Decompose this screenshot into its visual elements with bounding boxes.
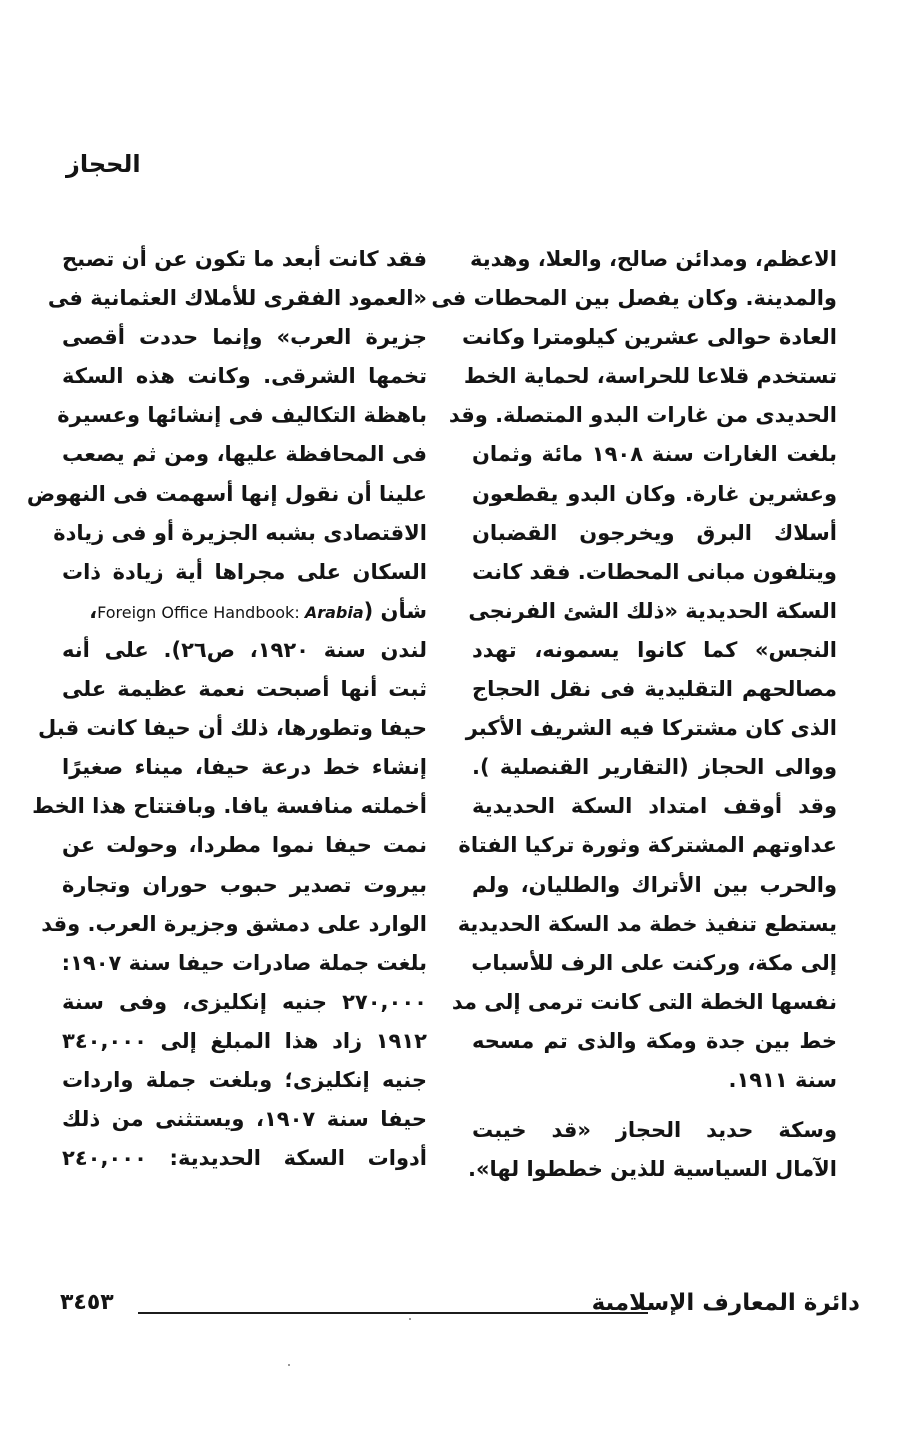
- text-line: حيفا سنة ١٩٠٧، ويستثنى من ذلك: [62, 1107, 427, 1132]
- text-line: ثبت أنها أصبحت نعمة عظيمة على: [62, 677, 427, 702]
- text-line: تخمها الشرقى. وكانت هذه السكة: [62, 364, 427, 389]
- citation-comma: ،: [89, 598, 98, 623]
- text-line: حيفا وتطورها، ذلك أن حيفا كانت قبل: [38, 716, 427, 741]
- text-line: إنشاء خط درعة حيفا، ميناء صغيرًا: [62, 755, 427, 780]
- text-line: أخملته منافسة يافا. وبافتتاح هذا الخط: [32, 794, 427, 819]
- text-line: العادة حوالى عشرين كيلومترا وكانت: [461, 325, 837, 350]
- text-line: نمت حيفا نموا مطردا، وحولت عن: [62, 833, 427, 858]
- text-line: علينا أن نقول إنها أسهمت فى النهوض: [26, 481, 427, 506]
- text-line: وسكة حديد الحجاز «قد خيبت: [472, 1118, 837, 1143]
- text-line: «العمود الفقرى للأملاك العثمانية فى: [47, 286, 427, 311]
- text-line: لندن سنة ١٩٢٠، ص٢٦). على أنه: [62, 637, 428, 662]
- citation-italic: Arabia: [304, 602, 364, 622]
- text-line: وعشرين غارة. وكان البدو يقطعون: [472, 481, 837, 506]
- left-column: [26, 240, 428, 1178]
- text-line: بيروت تصدير حبوب حوران وتجارة: [62, 872, 427, 897]
- text-line: يستطع تنفيذ خطة مد السكة الحديدية: [457, 911, 837, 936]
- text-line: خط بين جدة ومكة والذى تم مسحه: [472, 1028, 837, 1053]
- text-line: ١٩١٢ زاد هذا المبلغ إلى ٣٤٠,٠٠٠: [62, 1028, 427, 1053]
- text-line: فقد كانت أبعد ما تكون عن أن تصبح: [62, 247, 427, 271]
- paragraph-gap: [472, 1100, 837, 1111]
- paragraph: [431, 240, 837, 1100]
- text-line: بلغت جملة صادرات حيفا سنة ١٩٠٧:: [61, 950, 427, 975]
- text-line: الوارد على دمشق وجزيرة العرب. وقد: [41, 911, 427, 936]
- paragraph: [467, 1111, 837, 1189]
- text-line: أسلاك البرق ويخرجون القضبان: [472, 520, 837, 545]
- text-line: جزيرة العرب» وإنما حددت أقصى: [62, 325, 427, 350]
- page-footer: [60, 1290, 860, 1330]
- scan-speck: [409, 1318, 411, 1320]
- text-line: سنة ١٩١١.: [728, 1067, 837, 1092]
- page-number: ٣٤٥٣: [60, 1290, 114, 1315]
- text-line: الاقتصادى بشبه الجزيرة أو فى زيادة: [53, 520, 427, 545]
- citation-line: [62, 592, 427, 631]
- footer-rule: [138, 1312, 648, 1314]
- text-line: إلى مكة، وركنت على الرف للأسباب: [471, 950, 837, 975]
- text-line: باهظة التكاليف فى إنشائها وعسيرة: [57, 403, 427, 428]
- text-line: أدوات السكة الحديدية: ٢٤٠,٠٠٠: [62, 1146, 427, 1171]
- text-line: الحديدى من غارات البدو المتصلة. وقد: [448, 403, 837, 428]
- text-line: ٢٧٠,٠٠٠ جنيه إنكليزى، وفى سنة: [62, 989, 427, 1014]
- text-line: السكة الحديدية «ذلك الشئ الفرنجى: [468, 598, 837, 623]
- citation-title: Foreign Office Handbook:: [97, 602, 300, 622]
- text-line: السكان على مجراها أية زيادة ذات: [62, 559, 427, 584]
- text-line: الآمال السياسية للذين خططوا لها».: [467, 1157, 837, 1182]
- running-header: الحجاز: [66, 150, 141, 178]
- text-line: عداوتهم المشتركة وثورة تركيا الفتاة: [458, 833, 837, 858]
- text-line: تستخدم قلاعا للحراسة، لحماية الخط: [463, 364, 837, 389]
- text-line: نفسها الخطة التى كانت ترمى إلى مد: [451, 989, 837, 1014]
- text-line: جنيه إنكليزى؛ وبلغت جملة واردات: [62, 1067, 427, 1092]
- text-line: مصالحهم التقليدية فى نقل الحجاج: [472, 677, 837, 702]
- text-line: النجس» كما كانوا يسمونه، تهدد: [472, 637, 837, 662]
- publication-title: دائرة المعارف الإسلامية: [591, 1290, 860, 1316]
- citation-prefix: شأن (: [363, 598, 427, 623]
- text-line: الاعظم، ومدائن صالح، والعلا، وهدية: [470, 247, 837, 271]
- text-line: ووالى الحجاز (التقارير القنصلية ).: [472, 755, 837, 780]
- right-column: [431, 240, 837, 1189]
- text-line: بلغت الغارات سنة ١٩٠٨ مائة وثمان: [472, 442, 837, 467]
- scan-speck: [288, 1364, 290, 1366]
- text-line: والمدينة. وكان يفصل بين المحطات فى: [431, 286, 837, 311]
- text-line: والحرب بين الأتراك والطليان، ولم: [472, 872, 837, 897]
- text-line: وقد أوقف امتداد السكة الحديدية: [472, 794, 837, 819]
- text-line: فى المحافظة عليها، ومن ثم يصعب: [62, 442, 427, 467]
- citation-source: [97, 603, 364, 622]
- text-line: الذى كان مشتركا فيه الشريف الأكبر: [465, 716, 837, 741]
- text-line: ويتلفون مبانى المحطات. فقد كانت: [471, 559, 837, 584]
